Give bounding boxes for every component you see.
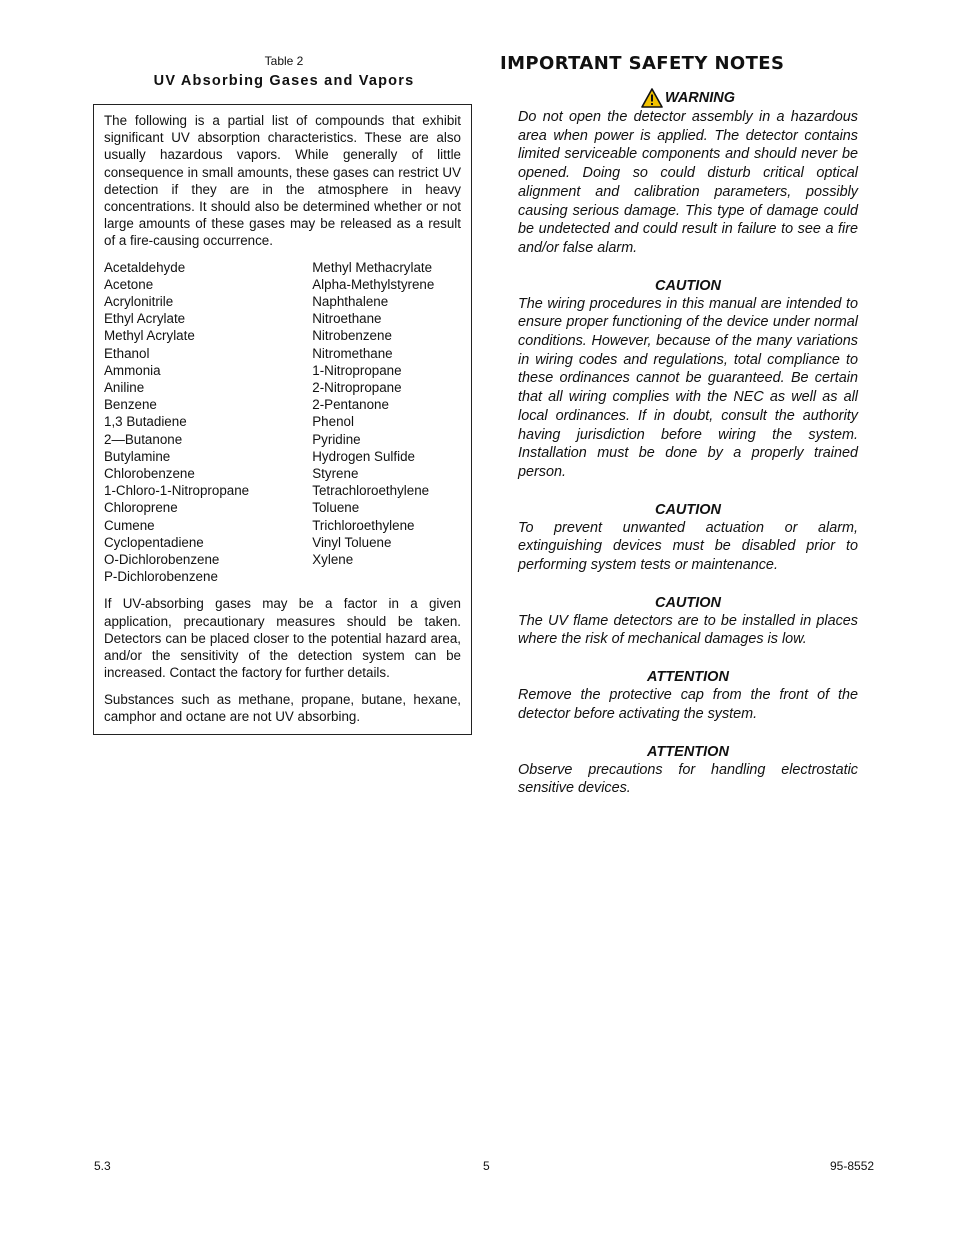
safety-notes-title: IMPORTANT SAFETY NOTES (500, 53, 785, 74)
note-text: To prevent unwanted actuation or alarm, extinguishing devices must be disabled prior to performing system tests or maintenance. (518, 519, 858, 574)
compound-item: Chloroprene (104, 500, 178, 516)
compound-item: Aniline (104, 380, 145, 396)
compound-item: Chlorobenzene (104, 466, 195, 482)
compound-item: Acrylonitrile (104, 294, 174, 310)
compound-item: Toluene (312, 500, 360, 516)
compound-item: Tetrachloroethylene (312, 483, 430, 499)
compound-item: Methyl Methacrylate (312, 259, 433, 275)
compound-item: 1-Nitropropane (312, 362, 402, 378)
safety-note-attention (518, 668, 858, 723)
compound-item: Cyclopentadiene (104, 534, 204, 550)
compound-item: Ammonia (104, 362, 161, 378)
compound-item: 1,3 Butadiene (104, 414, 187, 430)
note-heading-row (518, 501, 858, 519)
compound-item: Styrene (312, 466, 359, 482)
compound-item: Acetone (104, 276, 154, 292)
table-intro: The following is a partial list of compounds that exhibit significant UV absorption characteristics. These are also usually hazardous vapors. While generally of little consequence in small amounts, these gases can restrict UV detection if they are in the atmosphere in heavy concentrations. It should also be determined whether or not large amounts of these gases may be released as a result of a fire-causing occurrence. (104, 113, 461, 249)
compound-item: 2-Pentanone (312, 397, 389, 413)
compound-item: Butylamine (104, 448, 171, 464)
compound-item: Ethyl Acrylate (104, 311, 186, 327)
uv-gases-box (93, 104, 472, 735)
note-text: Do not open the detector assembly in a hazardous area when power is applied. The detector contains limited serviceable components and should never be opened. Doing so could disturb critical optical alignment and calibration parameters, possibly causing serious damage. This type of damage could be undetected and could result in failure to see a fire and/or false alarm. (518, 109, 858, 256)
compound-item: Nitromethane (312, 345, 393, 361)
compound-item: 1-Chloro-1-Nitropropane (104, 483, 250, 499)
compound-item: Vinyl Toluene (312, 534, 392, 550)
safety-note-attention (518, 743, 858, 798)
compound-item: 2-Nitropropane (312, 380, 402, 396)
compound-item: Benzene (104, 397, 157, 413)
page-number: 5 (483, 1159, 490, 1173)
compound-item: Acetaldehyde (104, 259, 186, 275)
note-heading: ATTENTION (647, 743, 729, 760)
compound-list (104, 259, 461, 586)
note-text: Remove the protective cap from the front of the detector before activating the system. (518, 687, 858, 722)
table-title: UV Absorbing Gases and Vapors (153, 73, 415, 89)
compound-item: Nitrobenzene (312, 328, 392, 344)
compound-item: Phenol (312, 414, 354, 430)
note-heading-row (518, 743, 858, 761)
note-heading-row (518, 668, 858, 686)
safety-note-warning (518, 88, 858, 258)
note-heading-row (518, 594, 858, 612)
compound-column-1 (104, 259, 312, 586)
compound-item: 2—Butanone (104, 431, 183, 447)
table-non-absorbing: Substances such as methane, propane, butane, hexane, camphor and octane are not UV absorbing. (104, 691, 461, 724)
compound-item: Hydrogen Sulfide (312, 448, 415, 464)
note-text: Observe precautions for handling electrostatic sensitive devices. (518, 761, 858, 797)
note-heading: ATTENTION (647, 669, 729, 686)
safety-note-caution (518, 594, 858, 649)
compound-item: P-Dichlorobenzene (104, 569, 218, 585)
compound-item: Nitroethane (312, 311, 382, 327)
note-heading: CAUTION (654, 594, 722, 611)
note-heading-row (518, 88, 858, 108)
compound-item: O-Dichlorobenzene (104, 552, 220, 568)
compound-column-2 (312, 259, 461, 586)
note-text: The wiring procedures in this manual are intended to ensure proper functioning of the device under normal conditions. However, because of the many variations in wiring codes and regulations, total compliance to these ordinances cannot be guaranteed. Be certain that all wiring complies with the NEC as well as all local ordinances. If in doubt, consult the authority having jurisdiction before wiring the system. Installation must be done by a properly trained person. (518, 295, 858, 480)
note-heading: WARNING (664, 90, 736, 106)
table-label: Table 2 (264, 54, 304, 68)
compound-item: Naphthalene (312, 294, 389, 310)
safety-notes (518, 88, 858, 817)
safety-note-caution (518, 277, 858, 482)
document-number: 95-8552 (830, 1159, 875, 1173)
compound-item: Pyridine (312, 431, 361, 447)
compound-item: Ethanol (104, 345, 150, 361)
compound-item: Xylene (312, 552, 354, 568)
note-heading-row (518, 277, 858, 295)
warning-triangle-icon (641, 88, 663, 108)
table-precaution: If UV-absorbing gases may be a factor in a given application, precautionary measures should be taken. Detectors can be placed closer to the potential hazard area, and/or the sensitivity of the detection system can be increased. Contact the factory for further details. (104, 596, 461, 681)
note-heading: CAUTION (654, 277, 722, 294)
compound-item: Trichloroethylene (312, 517, 415, 533)
footer-section: 5.3 (94, 1159, 111, 1173)
compound-item: Alpha-Methylstyrene (312, 276, 435, 292)
note-heading: CAUTION (654, 501, 722, 518)
compound-item: Methyl Acrylate (104, 328, 195, 344)
note-text: The UV flame detectors are to be installed in places where the risk of mechanical damages is low. (518, 612, 858, 648)
compound-item: Cumene (104, 517, 155, 533)
safety-note-caution (518, 501, 858, 575)
